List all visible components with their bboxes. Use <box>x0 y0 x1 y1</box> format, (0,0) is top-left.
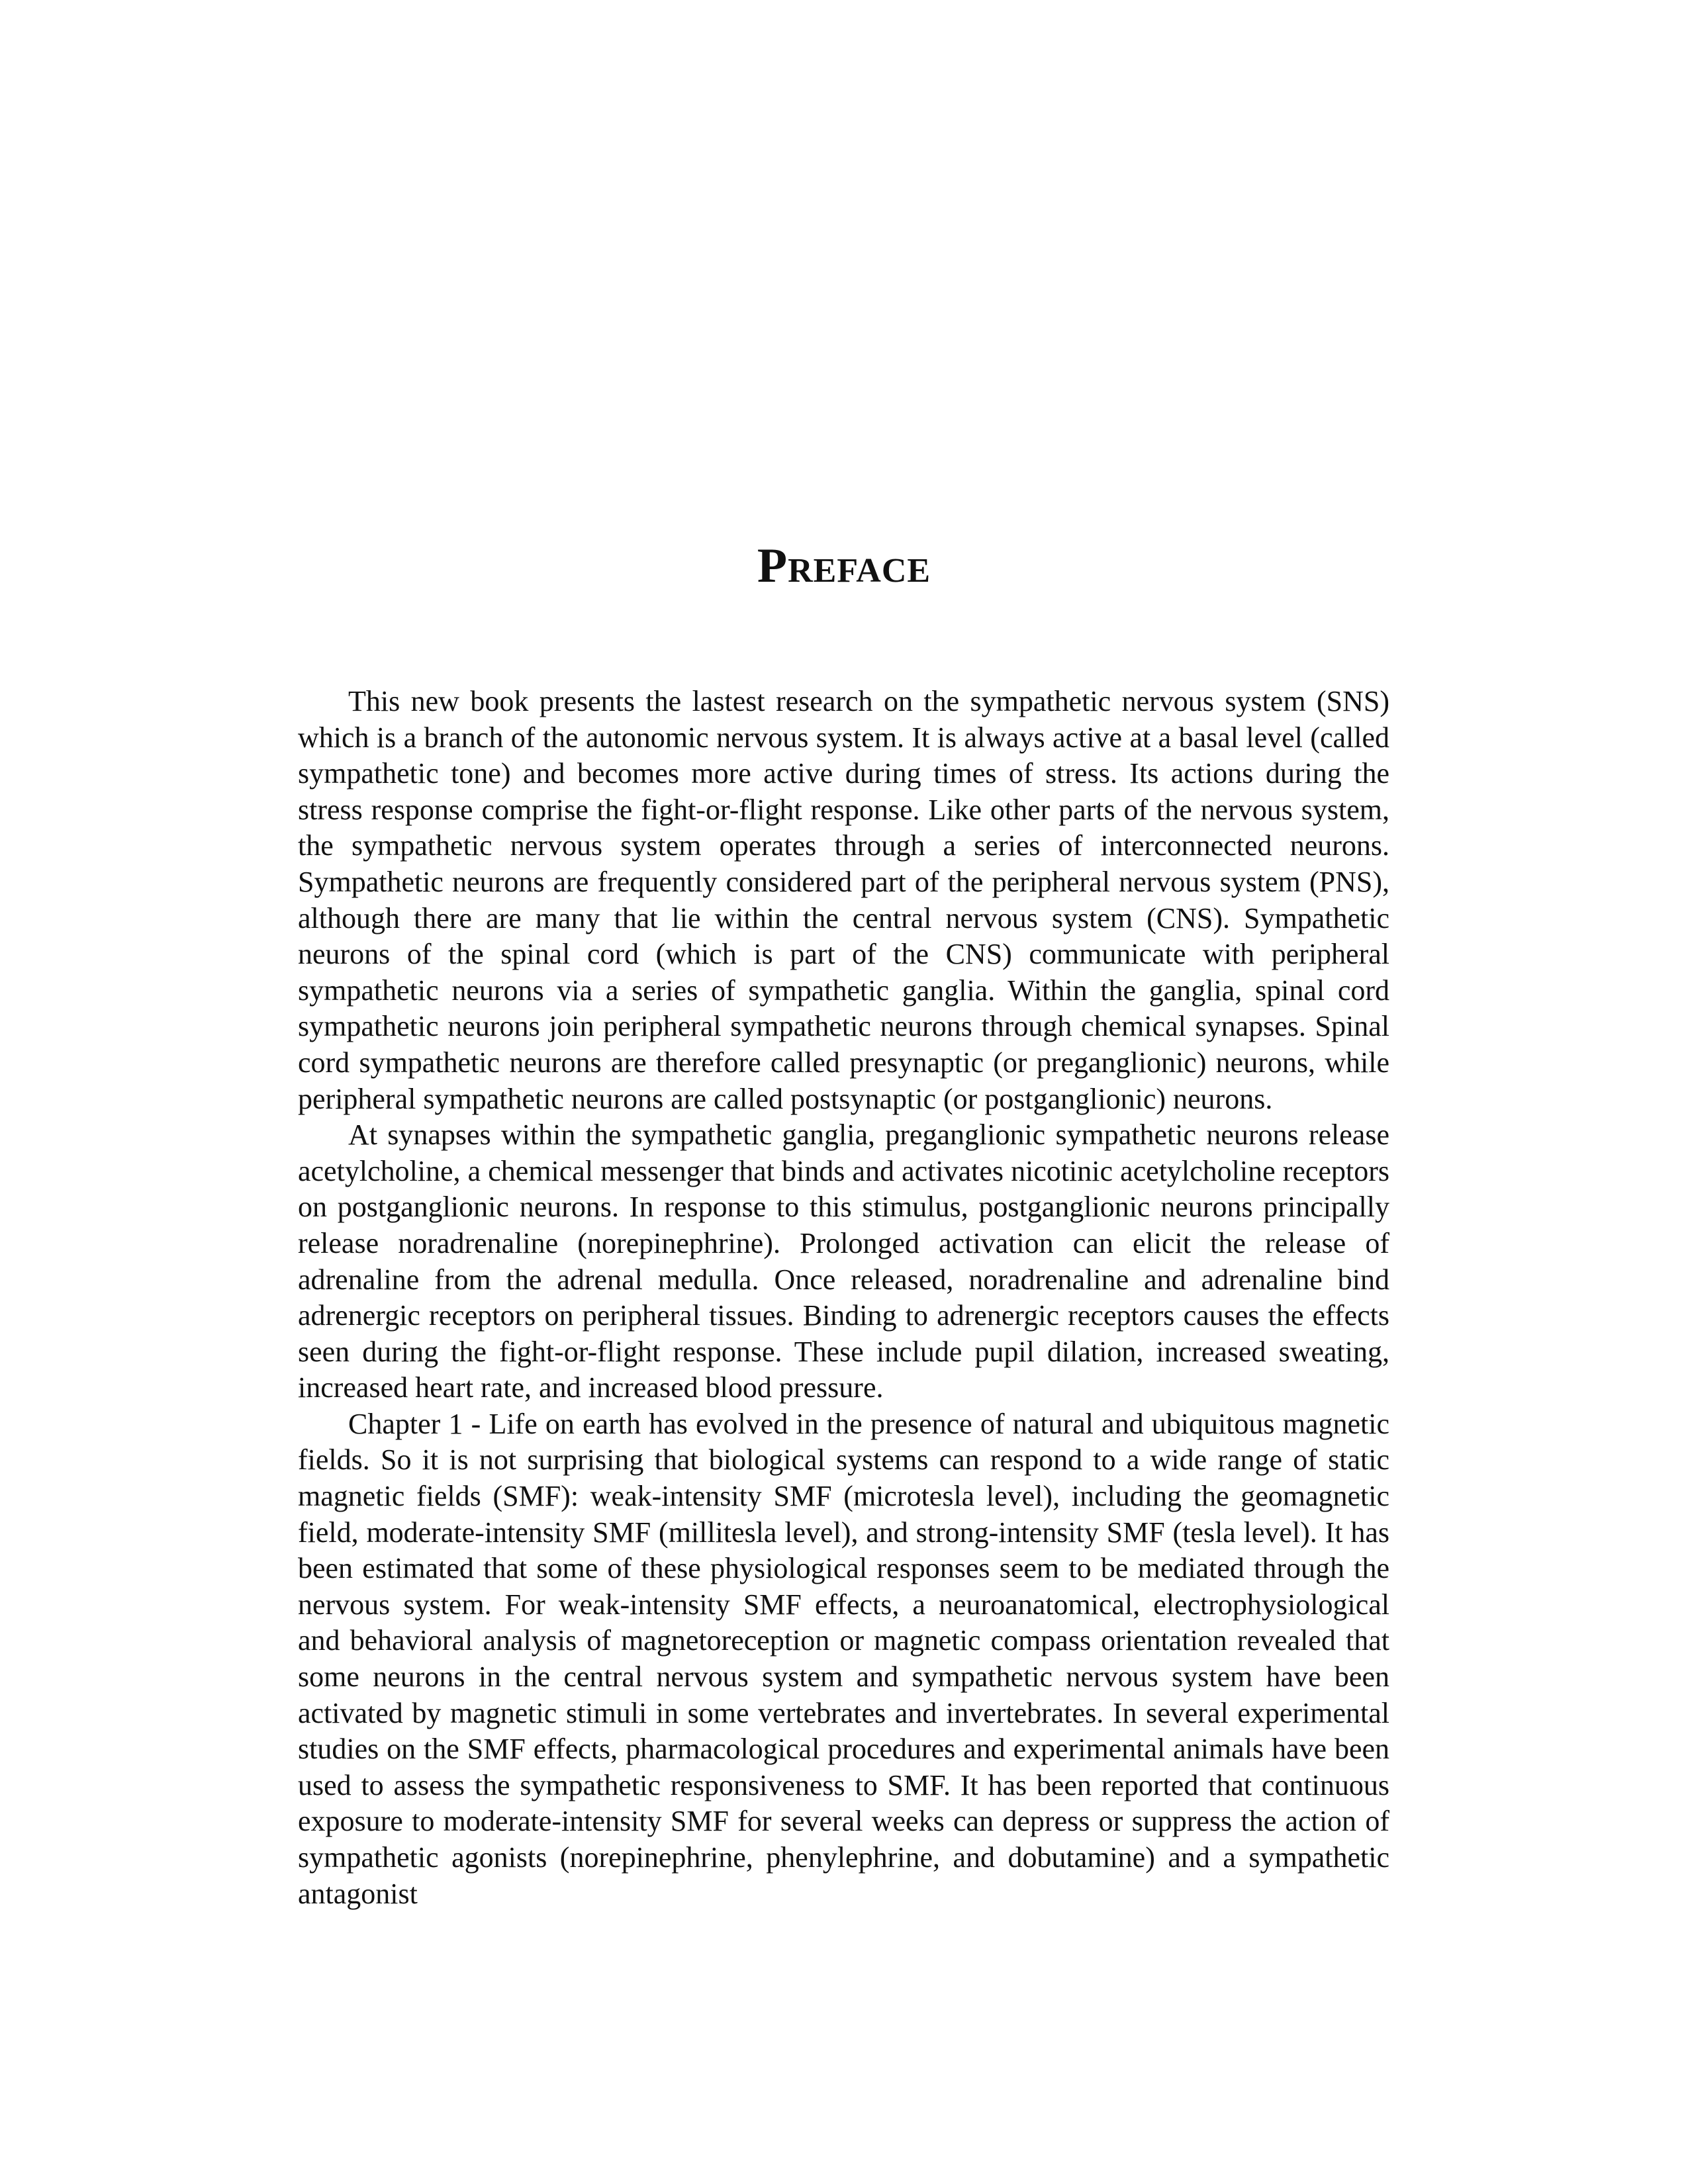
page-title: Preface <box>757 539 931 593</box>
paragraph-2: At synapses within the sympathetic ganglia, preganglionic sympathetic neurons release acetylcholine, a chemical messenger that binds and activates nicotinic acetylcholine receptors on postganglionic neurons. In response to this stimulus, postganglionic neurons principally release noradrenaline (norepinephrine). Prolonged activation can elicit the release of adrenaline from the adrenal medulla. Once released, noradrenaline and adrenaline bind adrenergic receptors on peripheral tissues. Binding to adrenergic receptors causes the effects seen during the fight-or-flight response. These include pupil dilation, increased sweating, increased heart rate, and increased blood pressure. <box>298 1118 1389 1404</box>
paragraph-3: Chapter 1 - Life on earth has evolved in the presence of natural and ubiquitous magnetic fields. So it is not surprising that biological systems can respond to a wide range of static magnetic fields (SMF): weak-intensity SMF (microtesla level), including the geomagnetic field, moderate-intensity SMF (millitesla level), and strong-intensity SMF (tesla level). It has been estimated that some of these physiological responses seem to be mediated through the nervous system. For weak-intensity SMF effects, a neuroanatomical, electrophysiological and behavioral analysis of magnetoreception or magnetic compass orientation revealed that some neurons in the central nervous system and sympathetic nervous system have been activated by magnetic stimuli in some vertebrates and invertebrates. In several experimental studies on the SMF effects, pharmacological procedures and experimental animals have been used to assess the sympathetic responsiveness to SMF. It has been reported that continuous exposure to moderate-intensity SMF for several weeks can depress or suppress the action of sympathetic agonists (norepinephrine, phenylephrine, and dobutamine) and a sympathetic antagonist <box>298 1407 1389 1910</box>
paragraph-1: This new book presents the lastest research on the sympathetic nervous system (SNS) which is a branch of the autonomic nervous system. It is always active at a basal level (called sympathetic tone) and becomes more active during times of stress. Its actions during the stress response comprise the fight-or-flight response. Like other parts of the nervous system, the sympathetic nervous system operates through a series of interconnected neurons. Sympathetic neurons are frequently considered part of the peripheral nervous system (PNS), although there are many that lie within the central nervous system (CNS). Sympathetic neurons of the spinal cord (which is part of the CNS) communicate with peripheral sympathetic neurons via a series of sympathetic ganglia. Within the ganglia, spinal cord sympathetic neurons join peripheral sympathetic neurons through chemical synapses. Spinal cord sympathetic neurons are therefore called presynaptic (or preganglionic) neurons, while peripheral sympathetic neurons are called postsynaptic (or postganglionic) neurons. <box>298 685 1389 1115</box>
preface-body <box>298 684 1389 1912</box>
